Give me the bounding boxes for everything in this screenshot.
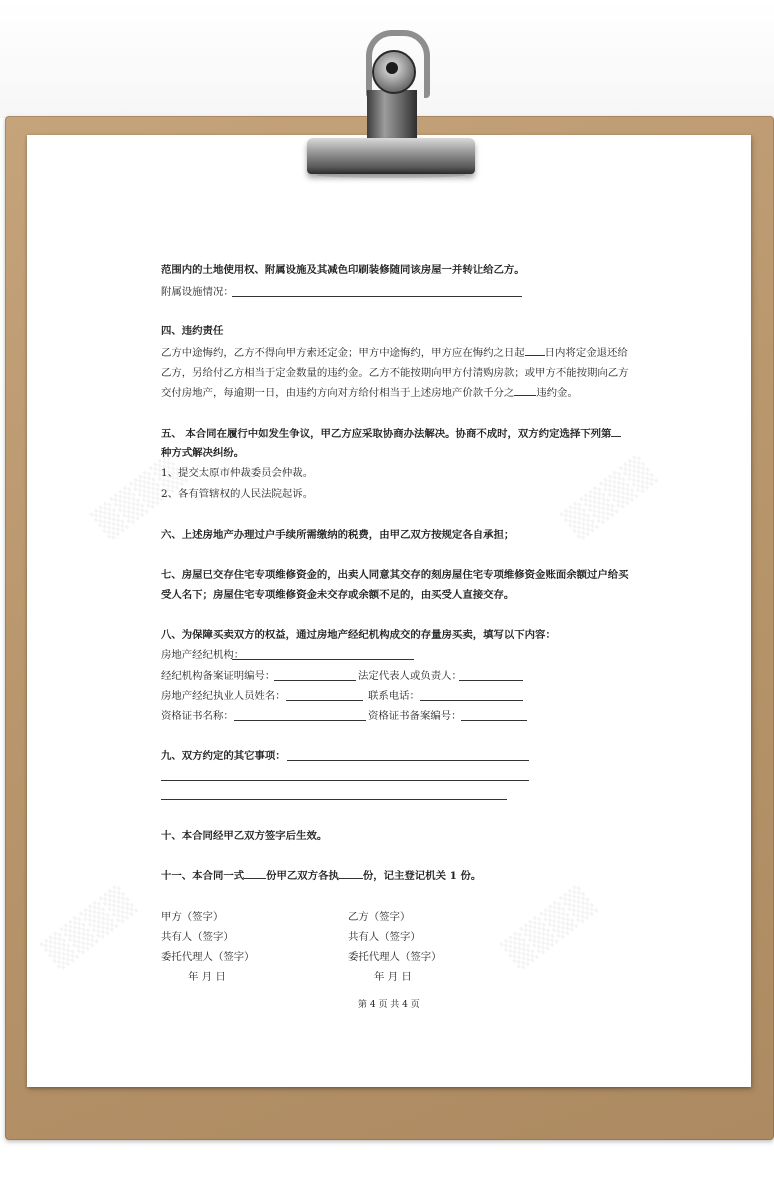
section-5-option-1: 1、提交太原市仲裁委员会仲裁。 <box>161 467 314 479</box>
contract-page <box>27 135 751 1087</box>
rate-blank <box>514 386 536 396</box>
phone-blank <box>420 700 523 701</box>
agent-name-label: 房地产经纪执业人员姓名： <box>161 690 286 702</box>
section-4-text-3a: 交付房地产，每逾期一日，由违约方向对方给付相当于上述房地产价款千分之 <box>161 387 515 399</box>
watermark: ▒▒▒▒ <box>559 452 661 543</box>
other-matters-blank-3 <box>161 799 507 800</box>
party-b-signature: 乙方（签字） <box>348 911 411 923</box>
section-5-option-2: 2、各有管辖权的人民法院起诉。 <box>161 488 314 500</box>
section-5-text: 五、 本合同在履行中如发生争议，甲乙方应采取协商办法解决。协商不成时，双方约定选择下列第 <box>161 428 612 440</box>
section-11 <box>161 869 481 883</box>
intro-line: 范围内的土地使用权、附属设施及其减色印刷装修随同该房屋一并转让给乙方。 <box>161 264 525 276</box>
co-owner-b-signature: 共有人（签字） <box>348 931 421 943</box>
page-number: 第 4 页 共 4 页 <box>358 1000 420 1010</box>
clip-neck <box>367 90 417 138</box>
agent-a-signature: 委托代理人（签字） <box>161 951 255 963</box>
legal-rep-label: 法定代表人或负责人： <box>358 670 462 682</box>
agency-blank <box>232 659 414 660</box>
date-b: 年 月 日 <box>374 971 412 983</box>
legal-rep-blank <box>459 680 523 681</box>
section-9-label: 九、双方约定的其它事项： <box>161 750 286 762</box>
clip-plate <box>307 138 475 174</box>
section-4-text-2: 乙方，另给付乙方相当于定金数量的违约金。乙方不能按期向甲方付清购房款；或甲方不能按期向乙方 <box>161 367 629 379</box>
other-matters-blank-1 <box>287 760 529 761</box>
watermark: ▒▒▒▒ <box>499 882 601 973</box>
section-4-title: 四、违约责任 <box>161 325 224 337</box>
section-6: 六、上述房地产办理过户手续所需缴纳的税费，由甲乙双方按规定各自承担； <box>161 529 515 541</box>
cert-no-blank <box>461 720 527 721</box>
section-4-text-1b: 日内将定金退还给 <box>544 347 628 359</box>
agent-name-blank <box>286 700 363 701</box>
watermark: ▒▒▒▒ <box>39 882 141 973</box>
agent-b-signature: 委托代理人（签字） <box>348 951 442 963</box>
phone-label: 联系电话： <box>368 690 420 702</box>
cert-name-label: 资格证书名称： <box>161 710 234 722</box>
section-5-line-2: 种方式解决纠纷。 <box>161 447 245 459</box>
cert-name-blank <box>234 720 366 721</box>
section-4-text-1 <box>161 346 628 360</box>
copies-blank <box>244 869 266 879</box>
section-4-text-3 <box>161 386 578 400</box>
section-7-line-2: 受人名下；房屋住宅专项维修资金未交存或余额不足的，由买受人直接交存。 <box>161 589 515 601</box>
watermark: ▒▒▒▒ <box>89 452 191 543</box>
section-4-text-3b: 违约金。 <box>536 387 578 399</box>
copies-each-blank <box>339 869 363 879</box>
date-a: 年 月 日 <box>188 971 226 983</box>
clip-shadow <box>316 172 466 178</box>
cert-no-label: 资格证书备案编号： <box>368 710 462 722</box>
record-no-blank <box>274 680 356 681</box>
section-11-c: 份，记主登记机关 1 份。 <box>362 870 482 882</box>
section-8-title: 八、为保障买卖双方的权益，通过房地产经纪机构成交的存量房买卖，填写以下内容： <box>161 629 556 641</box>
facilities-label: 附属设施情况： <box>161 286 234 298</box>
section-4-text-1a: 乙方中途悔约，乙方不得向甲方索还定金；甲方中途悔约，甲方应在悔约之日起 <box>161 347 525 359</box>
section-5-line-1 <box>161 427 621 441</box>
co-owner-a-signature: 共有人（签字） <box>161 931 234 943</box>
record-no-label: 经纪机构备案证明编号： <box>161 670 276 682</box>
section-7-line-1: 七、房屋已交存住宅专项维修资金的，出卖人同意其交存的刻房屋住宅专项维修资金账面余额过户给买 <box>161 569 629 581</box>
section-10: 十、本合同经甲乙双方签字后生效。 <box>161 830 328 842</box>
days-blank <box>525 346 545 356</box>
section-11-a: 十一、本合同一式 <box>161 870 245 882</box>
option-blank <box>611 427 621 437</box>
other-matters-blank-2 <box>161 780 529 781</box>
facilities-blank <box>232 296 522 297</box>
clip-ring-hole <box>386 62 398 74</box>
party-a-signature: 甲方（签字） <box>161 911 224 923</box>
agency-label: 房地产经纪机构： <box>161 649 245 661</box>
section-11-b: 份甲乙双方各执 <box>266 870 339 882</box>
